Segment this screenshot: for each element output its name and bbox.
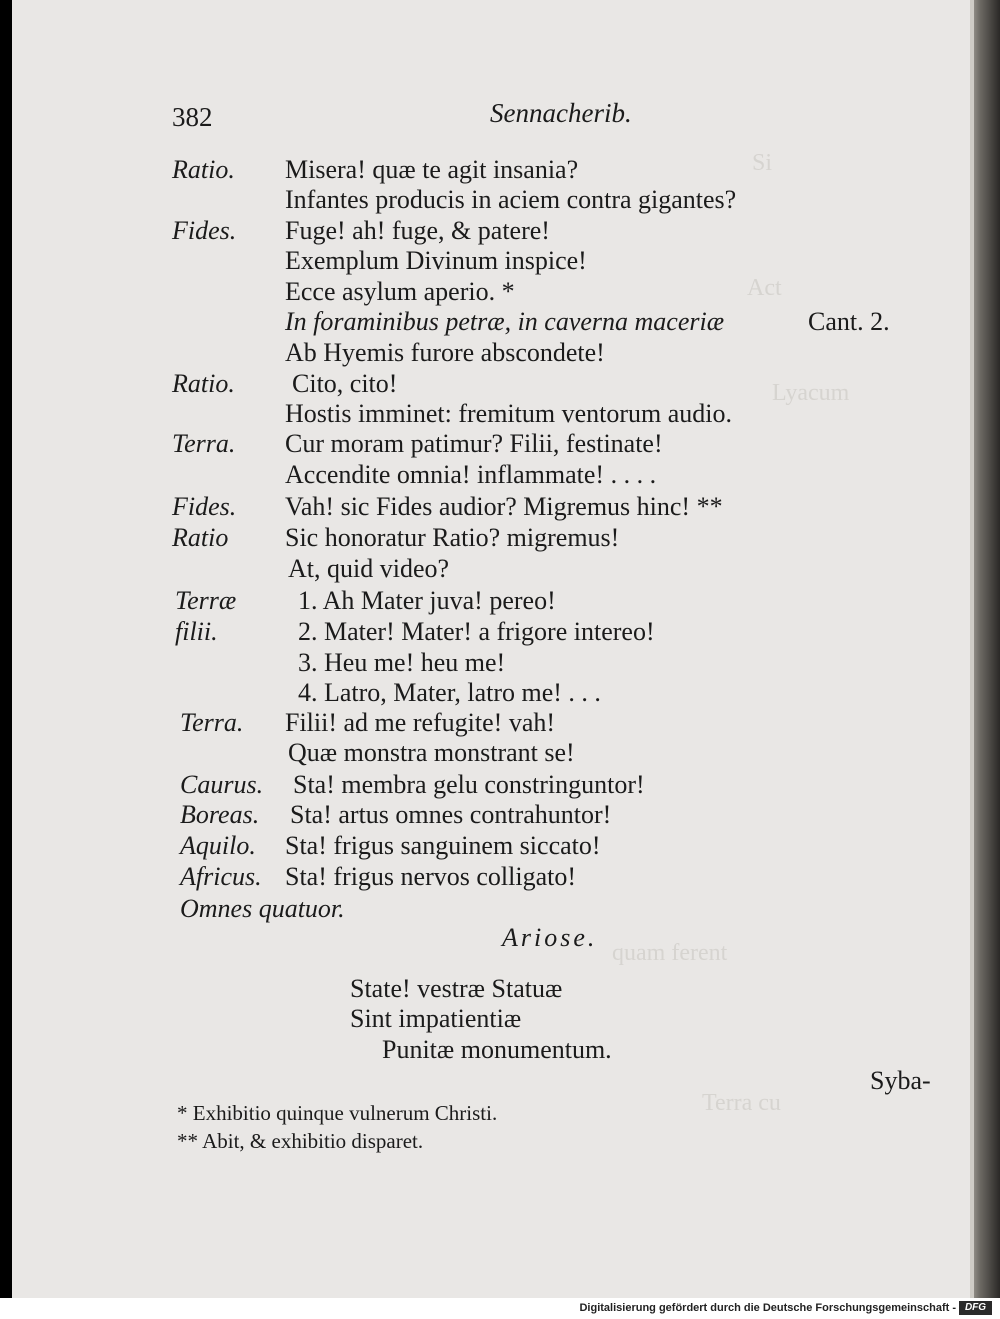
verse-line: Sta! membra gelu constringuntor! <box>293 770 645 799</box>
verse-line: Accendite omnia! inflammate! . . . . <box>285 460 657 489</box>
verse-line: 1. Ah Mater juva! pereo! <box>298 586 556 615</box>
margin-note: Cant. 2. <box>808 307 890 336</box>
speaker-label: Terra. <box>172 429 236 458</box>
dfg-logo: DFG <box>959 1301 992 1315</box>
footnote: ** Abit, & exhibitio disparet. <box>177 1129 424 1153</box>
bleed-through: Si <box>752 150 773 176</box>
verse-line: Vah! sic Fides audior? Migremus hinc! ** <box>285 492 723 521</box>
aria-line: Sint impatientiæ <box>350 1004 522 1033</box>
verse-line: 3. Heu me! heu me! <box>298 648 506 677</box>
verse-line: Filii! ad me refugite! vah! <box>285 708 556 737</box>
speaker-label: Ratio. <box>172 369 235 398</box>
verse-line: Cito, cito! <box>292 369 398 398</box>
speaker-label: Boreas. <box>180 800 260 829</box>
verse-line: 4. Latro, Mater, latro me! . . . <box>298 678 601 707</box>
bleed-through: quam ferent <box>612 940 728 966</box>
verse-line: Hostis imminet: fremitum ventorum audio. <box>285 399 733 428</box>
verse-line: Misera! quæ te agit insania? <box>285 155 579 184</box>
footnote: * Exhibitio quinque vulnerum Christi. <box>177 1101 498 1125</box>
verse-line: Sta! frigus nervos colligato! <box>285 862 576 891</box>
bleed-through: Terra cu <box>702 1090 781 1116</box>
speaker-label: filii. <box>175 617 218 646</box>
footer-credit: Digitalisierung gefördert durch die Deutsche Forschungsgemeinschaft - <box>579 1302 956 1314</box>
bleed-through: Act <box>747 275 782 301</box>
running-title: Sennacherib. <box>490 98 632 128</box>
speaker-label: Omnes quatuor. <box>180 894 345 923</box>
speaker-label: Fides. <box>172 492 237 521</box>
speaker-label: Terra. <box>180 708 244 737</box>
verse-line: Ab Hyemis furore abscondete! <box>285 338 605 367</box>
footer-bar <box>0 1298 1000 1319</box>
verse-line: Sta! artus omnes contrahuntor! <box>290 800 612 829</box>
aria-heading: Ariose. <box>502 923 598 952</box>
book-spine-edge <box>970 0 1000 1298</box>
verse-line-italic: In foraminibus petræ, in caverna maceriæ <box>285 307 725 336</box>
verse-line: Sic honoratur Ratio? migremus! <box>285 523 620 552</box>
speaker-label: Fides. <box>172 216 237 245</box>
bleed-through: Lyacum <box>772 380 850 406</box>
speaker-label: Caurus. <box>180 770 264 799</box>
aria-line: State! vestræ Statuæ <box>350 974 563 1003</box>
verse-line: Infantes producis in aciem contra gigantes? <box>285 185 737 214</box>
verse-line: At, quid video? <box>288 554 450 583</box>
speaker-label: Ratio. <box>172 155 235 184</box>
speaker-label: Ratio <box>172 523 229 552</box>
catchword: Syba- <box>870 1066 931 1095</box>
verse-line: Exemplum Divinum inspice! <box>285 246 587 275</box>
verse-line: Cur moram patimur? Filii, festinate! <box>285 429 663 458</box>
speaker-label: Aquilo. <box>180 831 256 860</box>
book-page <box>12 0 970 1298</box>
page-number: 382 <box>172 102 213 132</box>
aria-line: Punitæ monumentum. <box>382 1035 612 1064</box>
verse-line: Fuge! ah! fuge, & patere! <box>285 216 550 245</box>
verse-line: Ecce asylum aperio. * <box>285 277 515 306</box>
verse-line: 2. Mater! Mater! a frigore intereo! <box>298 617 655 646</box>
speaker-label: Africus. <box>180 862 262 891</box>
verse-line: Quæ monstra monstrant se! <box>288 738 575 767</box>
speaker-label: Terræ <box>175 586 237 615</box>
verse-line: Sta! frigus sanguinem siccato! <box>285 831 601 860</box>
